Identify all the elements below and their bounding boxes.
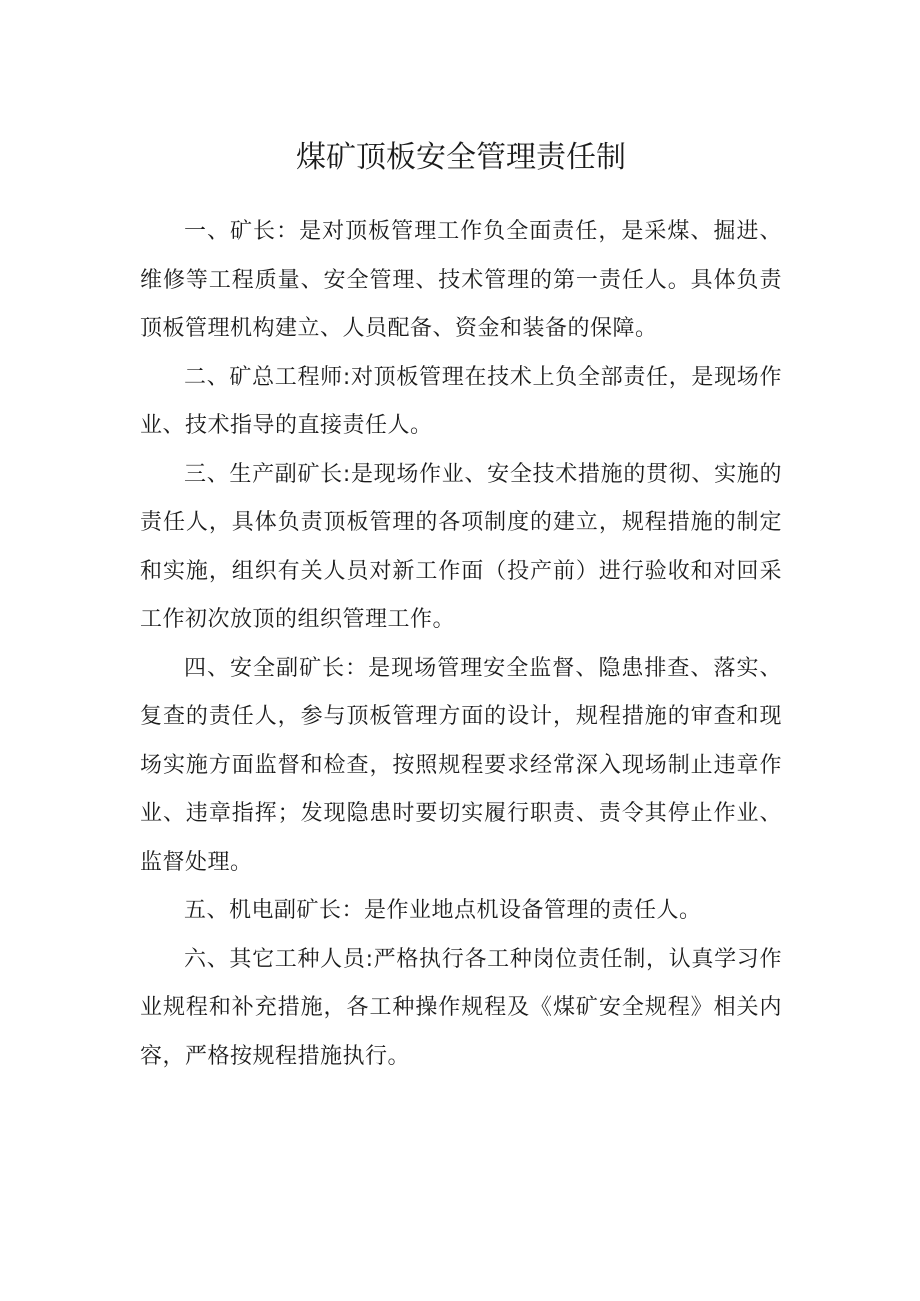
paragraph-other-workers: 六、其它工种人员:严格执行各工种岗位责任制，认真学习作业规程和补充措施，各工种操作规程及《煤矿安全规程》相关内容，严格按规程措施执行。 [140,946,782,1069]
paragraph-safety-deputy: 四、安全副矿长：是现场管理安全监督、隐患排查、落实、复查的责任人，参与顶板管理方面的设计，规程措施的审查和现场实施方面监督和检查，按照规程要求经常深入现场制止违章作业、违章指挥；发现隐患时要切实履行职责、责令其停止作业、监督处理。 [140,655,782,875]
document-title: 煤矿顶板安全管理责任制 [296,140,626,175]
paragraph-electromechanical-deputy: 五、机电副矿长：是作业地点机设备管理的责任人。 [184,898,702,923]
paragraph-chief-engineer: 二、矿总工程师:对顶板管理在技术上负全部责任，是现场作业、技术指导的直接责任人。 [140,364,782,438]
paragraph-mine-director: 一、矿长：是对顶板管理工作负全面责任，是采煤、掘进、维修等工程质量、安全管理、技术管理的第一责任人。具体负责顶板管理机构建立、人员配备、资金和装备的保障。 [140,219,782,341]
paragraph-production-deputy: 三、生产副矿长:是现场作业、安全技术措施的贯彻、实施的责任人，具体负责顶板管理的各项制度的建立，规程措施的制定和实施，组织有关人员对新工作面（投产前）进行验收和对回采工作初次放顶的组织管理工作。 [140,461,782,632]
